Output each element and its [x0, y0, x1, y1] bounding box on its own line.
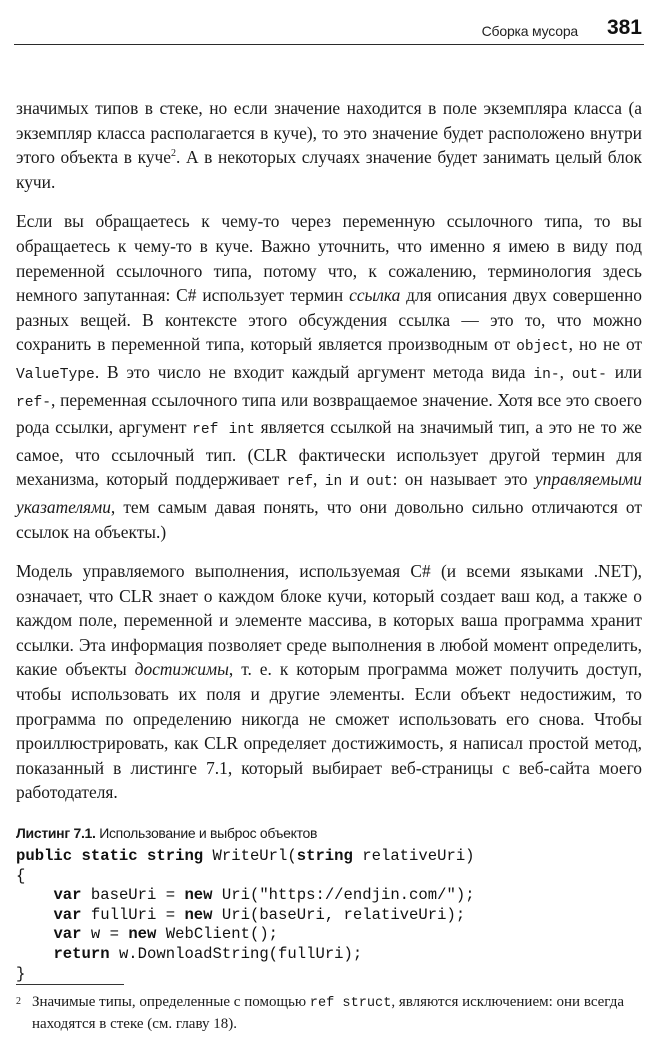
inline-code: object: [516, 339, 569, 356]
text-span: , тем самым давая понять, что они довольно сильно отличаются от ссылок на объекты.): [16, 496, 642, 542]
code-text: Uri(baseUri, relativeUri);: [212, 905, 466, 924]
code-keyword: var: [53, 925, 82, 944]
code-text: WebClient();: [156, 925, 279, 944]
listing-label: Листинг 7.1.: [16, 825, 96, 842]
code-keyword: string: [296, 847, 353, 866]
code-text: WriteUrl(: [203, 847, 297, 866]
text-span: Модель управляемого выполнения, используемая C# (и всеми языками .NET), означает, что CLR знает о каждом блоке кучи, который создает ваш код, а также о каждом поле, переменной и элементе массива, в которых ваша программа хранит ссылки. Эта информация позволяет среде выполнения в любой момент определить, какие объекты: [16, 561, 642, 680]
inline-code: out-: [571, 366, 607, 383]
text-span: для описания двух совершенно разных вещей. В контексте этого обсуждения ссылка — это то, что можно сохранить в переменной типа, который является производным от: [16, 285, 642, 355]
code-indent: [16, 945, 53, 963]
paragraph-2: [16, 209, 642, 544]
text-span: . А в некоторых случаях значение будет занимать целый блок кучи.: [16, 147, 642, 192]
code-keyword: return: [53, 945, 110, 963]
paragraph-1: [16, 96, 642, 194]
code-keyword: new: [184, 886, 213, 905]
text-span: ,: [313, 469, 325, 490]
code-text: w =: [81, 925, 129, 944]
footnote-text: [16, 992, 642, 1034]
running-header: [14, 14, 644, 45]
footnote-divider: [16, 984, 124, 985]
footnote: [16, 992, 642, 1034]
footnote-ref: 2: [170, 148, 176, 160]
inline-code: in: [324, 474, 343, 491]
page-body: [16, 96, 642, 984]
code-keyword: public static string: [16, 847, 204, 866]
code-indent: [16, 886, 53, 904]
term-emphasis: управляемыми указателями: [16, 469, 642, 517]
text-span: Значимые типы, определенные с помощью: [32, 994, 310, 1010]
inline-code: ref: [286, 474, 313, 491]
code-listing: [16, 847, 642, 984]
text-span: является ссылкой на значимый тип, а это не то же самое, что ссылочный тип. (CLR фактически использует другой термин для механизма, который поддерживает: [16, 417, 643, 490]
term-emphasis: достижимы: [134, 659, 229, 680]
text-span: ,: [559, 361, 572, 382]
text-span: , но не от: [568, 334, 643, 355]
code-indent: [16, 925, 53, 943]
text-span: . В это число не входит каждый аргумент метода вида: [94, 361, 534, 382]
page-number: 381: [606, 16, 642, 39]
text-span: значимых типов в стеке, но если значение находится в поле экземпляра класса (а экземпляр класса располагается в куче), то это значение будет расположено внутри этого объекта в куче: [16, 98, 642, 168]
listing-caption: [16, 825, 642, 841]
inline-code: ref-: [16, 394, 52, 411]
text-span: Если вы обращаетесь к чему-то через переменную ссылочного типа, то вы обращаетесь к чему-то в куче. Важно уточнить, что именно я имею в виду под переменной ссылочного типа, потому что, к сожалению, терминология здесь немного запутанная: C# использует термин: [16, 211, 642, 306]
code-keyword: var: [53, 886, 82, 905]
text-span: или: [606, 361, 642, 382]
code-text: w.DownloadString(fullUri);: [109, 945, 363, 963]
code-keyword: var: [53, 905, 82, 924]
text-span: , т. е. к которым программа может получить доступ, чтобы использовать их поля и другие элементы. Если объект недостижим, то программа по определению никогда не сможет использовать его снова. Чтобы проиллюстрировать, как CLR определяет достижимость, я написал простой метод, показанный в листинге 7.1, который выбирает веб-страницы с веб-сайта моего работодателя.: [16, 659, 642, 803]
text-span: : он называет это: [392, 469, 535, 490]
listing-caption-text: Использование и выброс объектов: [95, 825, 318, 842]
code-text: {: [16, 866, 26, 885]
code-indent: [16, 906, 53, 924]
code-text: relativeUri): [352, 847, 475, 866]
code-text: }: [16, 964, 26, 983]
text-span: и: [342, 469, 367, 490]
text-span: , являются исключением: они всегда находятся в стеке (см. главу 18).: [32, 994, 625, 1032]
footnote-mark: 2: [16, 996, 21, 1007]
code-text: baseUri =: [81, 886, 185, 905]
inline-code: ref int: [192, 422, 255, 439]
code-keyword: new: [128, 925, 157, 944]
inline-code: in-: [533, 366, 560, 383]
code-text: Uri("https://endjin.com/");: [212, 886, 475, 905]
inline-code: out: [366, 474, 393, 491]
inline-code: ref struct: [309, 996, 392, 1011]
paragraph-3: [16, 559, 642, 805]
inline-code: ValueType: [16, 366, 95, 383]
chapter-title: Сборка мусора: [481, 23, 578, 39]
text-span: , переменная ссылочного типа или возвращаемое значение. Хотя все это своего рода ссылки, аргумент: [16, 389, 642, 438]
code-keyword: new: [184, 905, 213, 924]
term-emphasis: ссылка: [349, 285, 401, 306]
code-text: fullUri =: [81, 905, 185, 924]
